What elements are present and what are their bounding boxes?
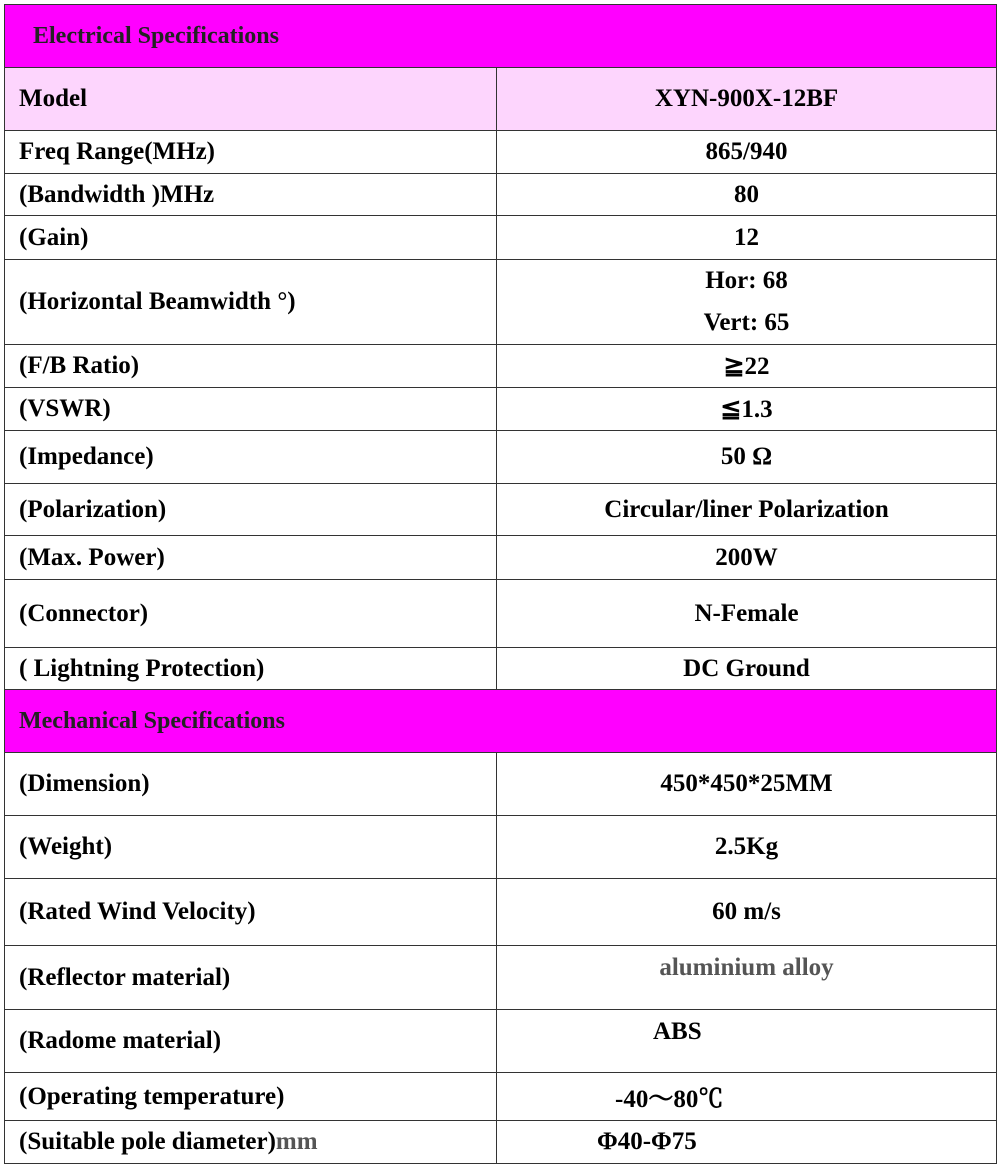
model-value: XYN-900X-12BF: [497, 68, 997, 131]
spec-label: (Impedance): [5, 431, 497, 484]
spec-value: 60 m/s: [497, 879, 997, 946]
electrical-title: Electrical Specifications: [5, 5, 997, 68]
table-row: [5, 648, 997, 690]
table-row: [5, 484, 997, 536]
spec-value: aluminium alloy: [497, 946, 997, 1010]
electrical-header-row: [5, 5, 997, 68]
table-row: [5, 174, 997, 216]
spec-value: ≦1.3: [497, 388, 997, 431]
spec-table: [4, 4, 997, 1164]
beamwidth-hor: Hor: 68: [705, 267, 788, 294]
table-row: [5, 431, 997, 484]
spec-value: 80: [497, 174, 997, 216]
spec-label: (Polarization): [5, 484, 497, 536]
table-row: [5, 131, 997, 174]
spec-label: (Radome material): [5, 1010, 497, 1073]
table-row: [5, 1010, 997, 1073]
model-row: [5, 68, 997, 131]
spec-value: ≧22: [497, 345, 997, 388]
spec-label: Freq Range(MHz): [5, 131, 497, 174]
spec-label: (Gain): [5, 216, 497, 260]
spec-label: (Rated Wind Velocity): [5, 879, 497, 946]
table-row: [5, 388, 997, 431]
spec-label: (Reflector material): [5, 946, 497, 1010]
spec-label: (F/B Ratio): [5, 345, 497, 388]
spec-value: [497, 260, 997, 345]
beamwidth-vert: Vert: 65: [703, 309, 790, 336]
spec-value: 200W: [497, 536, 997, 580]
table-row: [5, 816, 997, 879]
spec-value: 50 Ω: [497, 431, 997, 484]
table-row: [5, 753, 997, 816]
mechanical-title: Mechanical Specifications: [5, 690, 997, 753]
model-label: Model: [5, 68, 497, 131]
spec-value: -40～80℃: [497, 1073, 997, 1121]
spec-label: (Dimension): [5, 753, 497, 816]
table-row: [5, 1073, 997, 1121]
mechanical-header-row: [5, 690, 997, 753]
spec-sheet: [4, 4, 996, 1162]
table-row: [5, 879, 997, 946]
table-row: [5, 1121, 997, 1164]
spec-label: ( Lightning Protection): [5, 648, 497, 690]
spec-label: (Bandwidth )MHz: [5, 174, 497, 216]
table-row: [5, 216, 997, 260]
table-row: [5, 536, 997, 580]
pole-label-unit: mm: [275, 1128, 318, 1155]
spec-label: [5, 1121, 497, 1164]
spec-value: N-Female: [497, 580, 997, 648]
spec-value: 2.5Kg: [497, 816, 997, 879]
spec-label: (Operating temperature): [5, 1073, 497, 1121]
spec-label: (Max. Power): [5, 536, 497, 580]
table-row: [5, 946, 997, 1010]
spec-value: 12: [497, 216, 997, 260]
pole-label-main: (Suitable pole diameter): [19, 1128, 276, 1155]
table-row: [5, 345, 997, 388]
spec-value: ABS: [497, 1010, 997, 1073]
spec-value: 865/940: [497, 131, 997, 174]
spec-value: Φ40-Φ75: [497, 1121, 997, 1164]
spec-value: Circular/liner Polarization: [497, 484, 997, 536]
spec-label: (VSWR): [5, 388, 497, 431]
table-row: [5, 260, 997, 345]
spec-label: (Weight): [5, 816, 497, 879]
spec-value: DC Ground: [497, 648, 997, 690]
spec-label: (Connector): [5, 580, 497, 648]
table-row: [5, 580, 997, 648]
spec-value: 450*450*25MM: [497, 753, 997, 816]
spec-label: (Horizontal Beamwidth °): [5, 260, 497, 345]
